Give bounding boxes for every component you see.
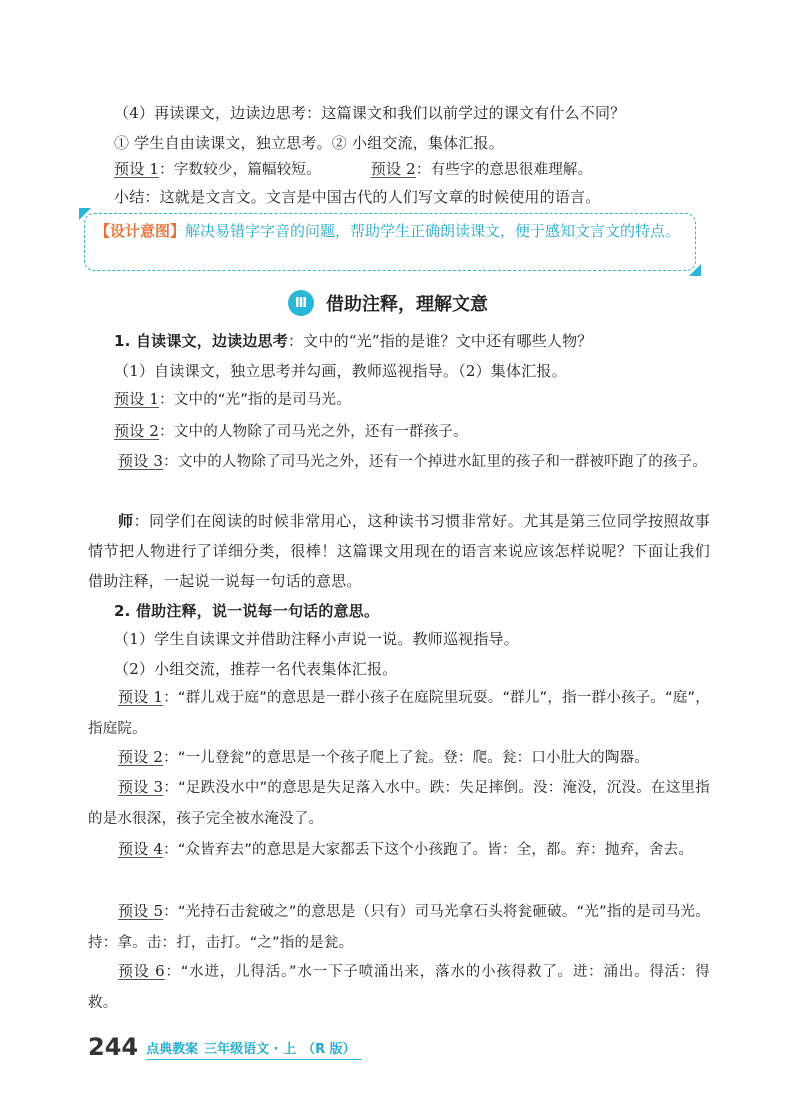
part2-heading: 2. 借助注释，说一说每一句话的意思。 bbox=[114, 602, 380, 620]
part2-step-1: （1）学生自读课文并借助注释小声说一说。教师巡视指导。 bbox=[114, 630, 519, 648]
part1-preset-3 bbox=[88, 446, 710, 477]
part2-preset-1 bbox=[88, 682, 710, 744]
corner-ornament bbox=[79, 208, 91, 220]
page-number: 244 bbox=[88, 1033, 139, 1061]
teacher-paragraph bbox=[88, 506, 710, 596]
preset-text: ：字数较少，篇幅较短。 bbox=[159, 162, 321, 178]
part2-preset-2 bbox=[88, 742, 710, 773]
part2-preset-4 bbox=[88, 834, 710, 865]
presets-line bbox=[114, 154, 736, 185]
preset-label: 预设 3 bbox=[118, 778, 164, 796]
part1-steps: （1）自读课文，独立思考并勾画，教师巡视指导。（2）集体汇报。 bbox=[114, 362, 567, 380]
preset-text: ：“群儿戏于庭”的意思是一群小孩子在庭院里玩耍。“群儿”，指一群小孩子。“庭”，指庭院。 bbox=[88, 690, 710, 737]
preset-label: 预设 5 bbox=[118, 902, 164, 920]
preset-text: ：文中的人物除了司马光之外，还有一群孩子。 bbox=[159, 424, 468, 440]
preset-label: 预设 6 bbox=[118, 962, 165, 980]
question-4: （4）再读课文，边读边思考：这篇课文和我们以前学过的课文有什么不同？ bbox=[114, 104, 626, 122]
preset-text: ：“光持石击瓮破之”的意思是（只有）司马光拿石头将瓮砸破。“光”指的是司马光。持：拿。击：打，击打。“之”指的是瓮。 bbox=[88, 904, 710, 951]
preset-label: 预设 1 bbox=[114, 390, 160, 408]
teacher-text: ：同学们在阅读的时候非常用心，这种读书习惯非常好。尤其是第三位同学按照故事情节把人物进行了详细分类，很棒！这篇课文用现在的语言来说应该怎样说呢？下面让我们借助注释，一起说一说每一句话的意思。 bbox=[88, 512, 710, 590]
corner-ornament bbox=[689, 264, 701, 276]
preset-label: 预设 1 bbox=[114, 160, 160, 178]
book-edition: （R 版） bbox=[302, 1042, 356, 1057]
preset-text: ：“水迸，儿得活。”水一下子喷涌出来，落水的小孩得救了。迸：涌出。得活：得救。 bbox=[88, 964, 710, 1011]
preset-label: 预设 2 bbox=[114, 422, 160, 440]
part1-heading-bold: 1. 自读课文，边读边思考 bbox=[114, 332, 288, 350]
design-intent-text bbox=[95, 218, 685, 244]
preset-text: ：文中的人物除了司马光之外，还有一个掉进水缸里的孩子和一群被吓跑了的孩子。 bbox=[163, 454, 708, 470]
preset-label: 预设 2 bbox=[370, 160, 416, 178]
part1-preset-1 bbox=[114, 384, 736, 415]
preset-label: 预设 1 bbox=[118, 688, 164, 706]
preset-label: 预设 2 bbox=[118, 748, 164, 766]
preset-text: ：“众皆弃去”的意思是大家都丢下这个小孩跑了。皆：全，都。弃：抛弃，舍去。 bbox=[163, 842, 694, 858]
book-grade: 三年级语文 · 上 bbox=[204, 1042, 297, 1057]
book-info bbox=[146, 1038, 362, 1060]
design-intent-body: 解决易错字字音的问题，帮助学生正确朗读课文，便于感知文言文的特点。 bbox=[185, 222, 681, 240]
steps-line: ① 学生自由读课文，独立思考。② 小组交流，集体汇报。 bbox=[114, 134, 504, 152]
design-intent-box bbox=[84, 213, 696, 271]
preset-label: 预设 3 bbox=[118, 452, 164, 470]
book-title: 点典教案 bbox=[146, 1042, 199, 1057]
part2-preset-6 bbox=[88, 956, 710, 1018]
page-footer bbox=[88, 1034, 362, 1060]
section-heading bbox=[288, 288, 488, 318]
preset-text: ：“一儿登瓮”的意思是一个孩子爬上了瓮。登：爬。瓮：口小肚大的陶器。 bbox=[163, 750, 649, 766]
section-title: 借助注释，理解文意 bbox=[326, 294, 488, 315]
part1-heading bbox=[114, 326, 736, 356]
part1-heading-rest: ：文中的“光”指的是谁？文中还有哪些人物？ bbox=[287, 332, 593, 350]
preset-text: ：有些字的意思很难理解。 bbox=[415, 162, 593, 178]
design-intent-tag: 【设计意图】 bbox=[95, 222, 186, 240]
preset-text: ：文中的“光”指的是司马光。 bbox=[159, 392, 351, 408]
part2-preset-5 bbox=[88, 896, 710, 958]
part2-preset-3 bbox=[88, 772, 710, 834]
summary-line: 小结：这就是文言文。文言是中国古代的人们写文章的时候使用的语言。 bbox=[114, 188, 601, 206]
part2-step-2: （2）小组交流，推荐一名代表集体汇报。 bbox=[114, 660, 398, 678]
preset-label: 预设 4 bbox=[118, 840, 164, 858]
teacher-label: 师 bbox=[118, 512, 134, 530]
section-numeral-badge: Ⅲ bbox=[288, 290, 314, 316]
preset-text: ：“足跌没水中”的意思是失足落入水中。跌：失足摔倒。没：淹没，沉没。在这里指的是水很深，孩子完全被水淹没了。 bbox=[88, 780, 710, 827]
part1-preset-2 bbox=[114, 416, 736, 447]
